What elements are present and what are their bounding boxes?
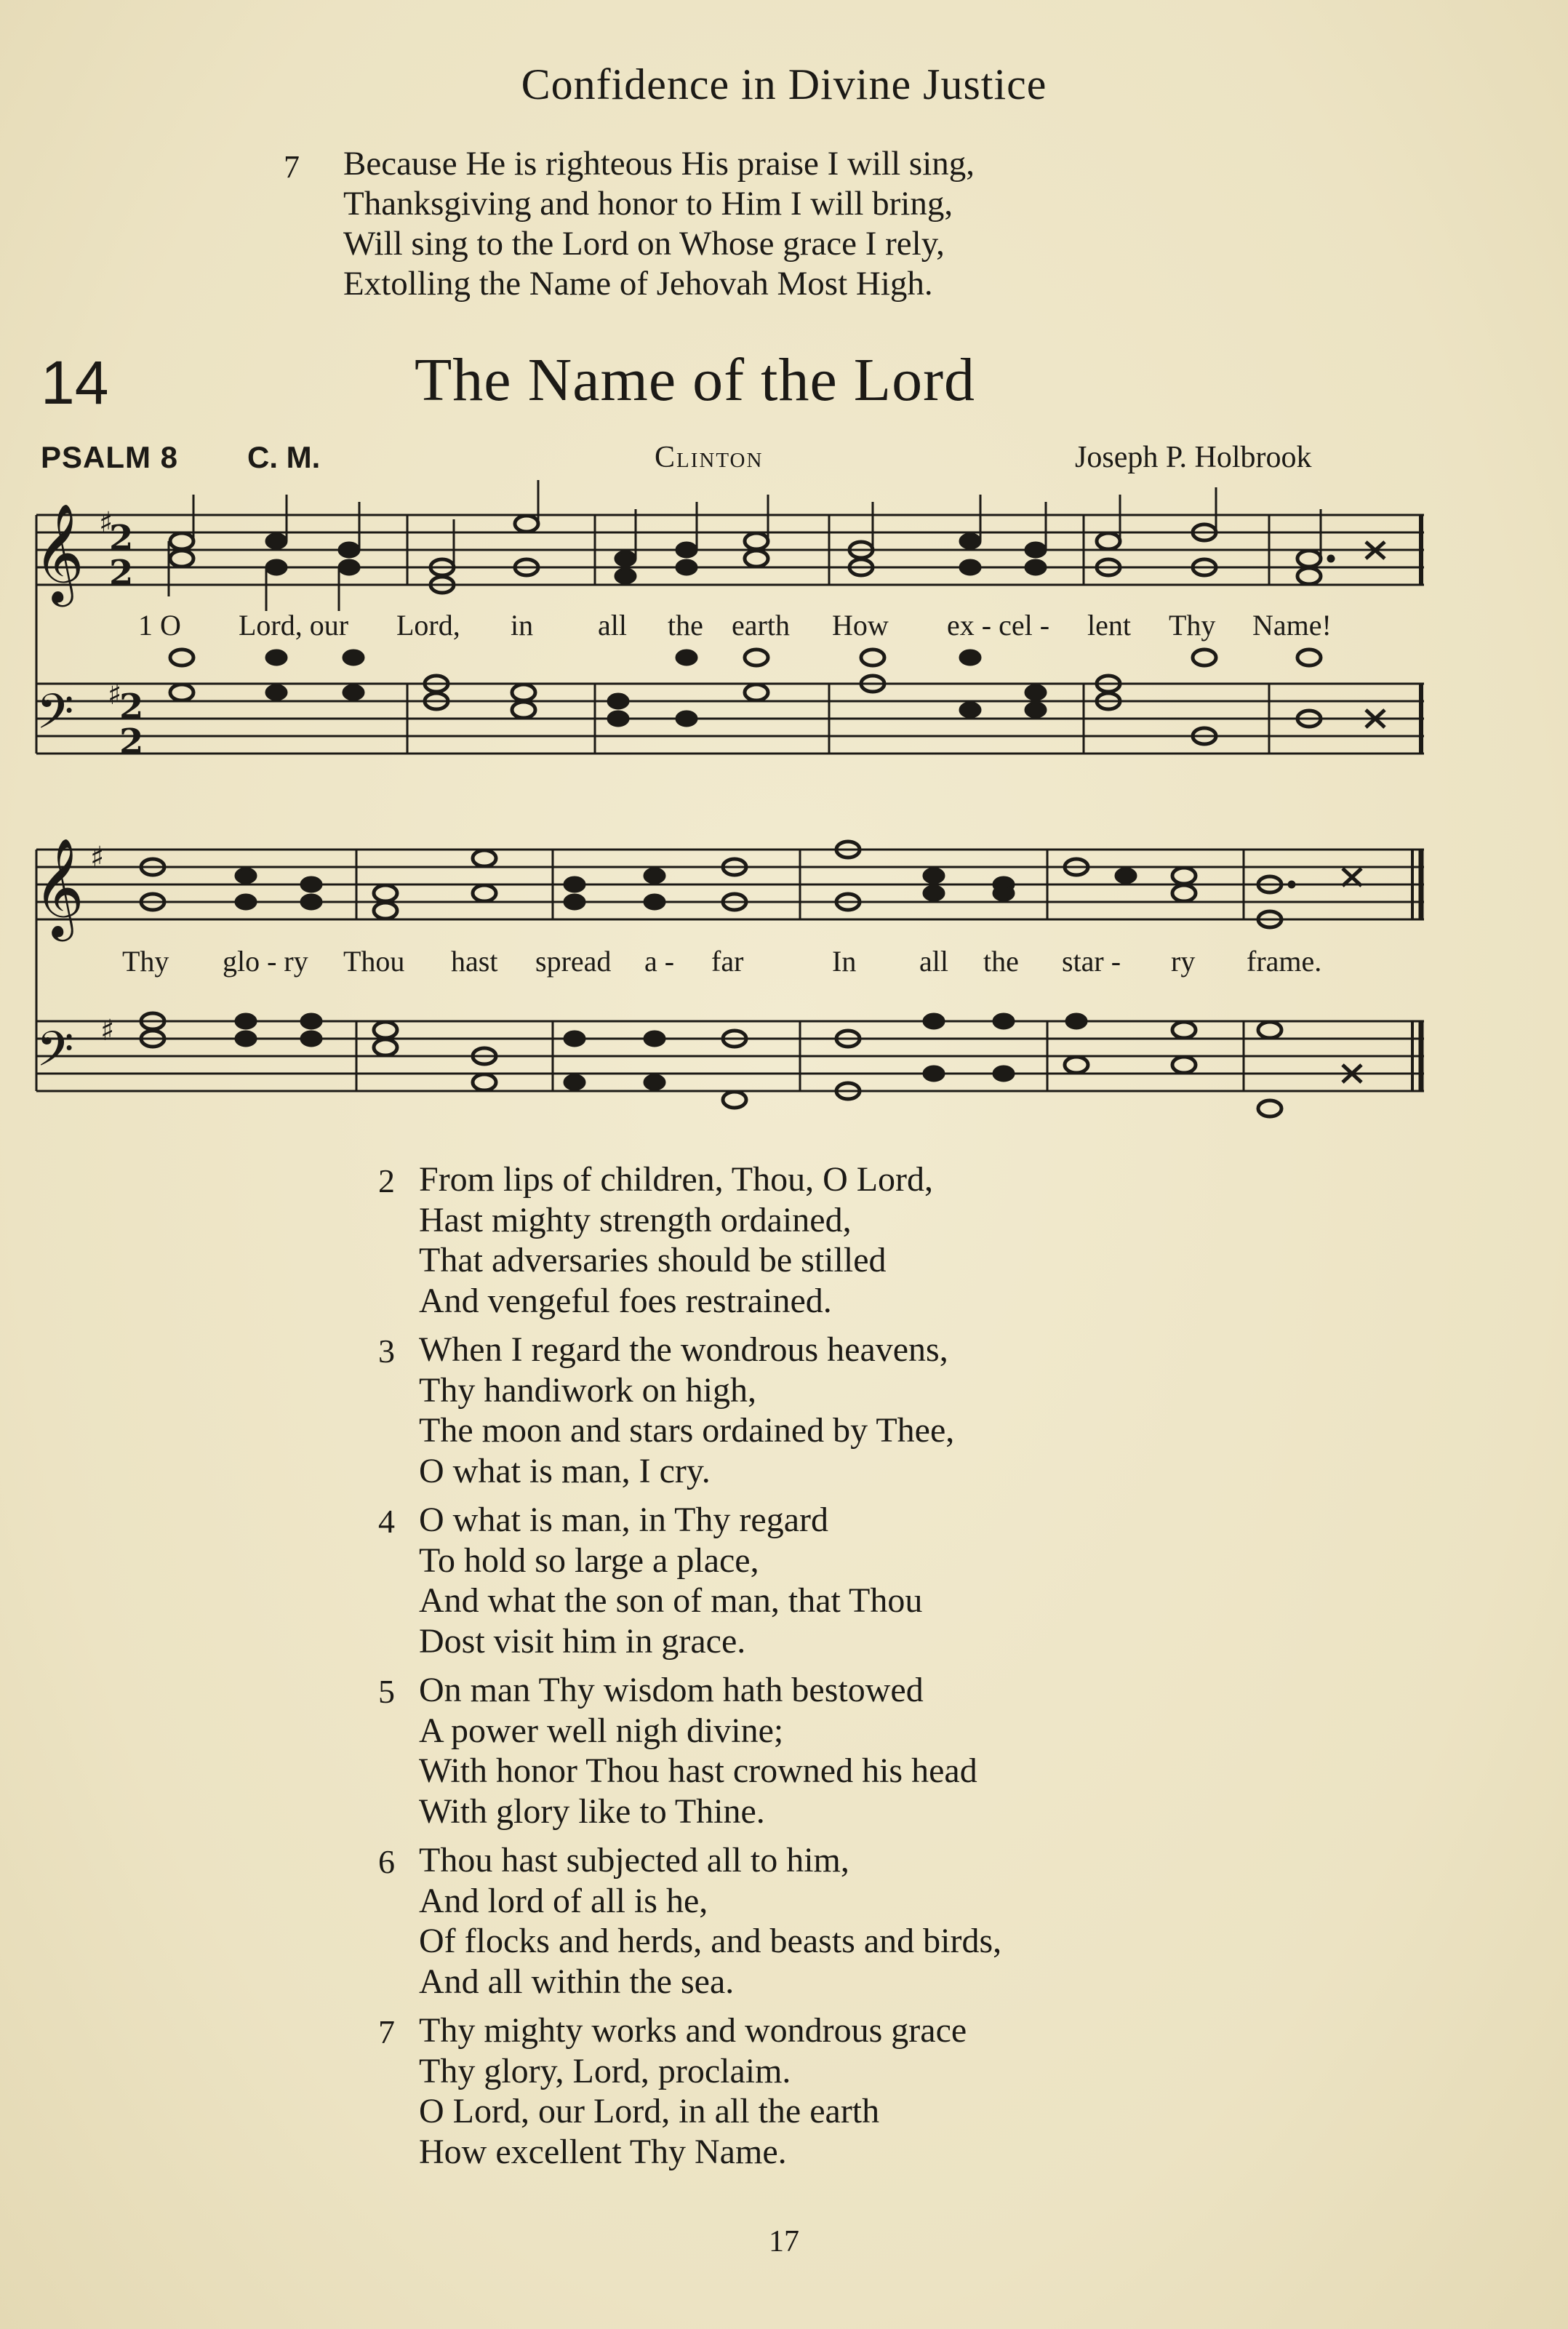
lyric-syllable: How bbox=[832, 609, 889, 642]
stanza-line: Will sing to the Lord on Whose grace I rely, bbox=[343, 225, 945, 263]
verse bbox=[378, 1840, 1001, 2002]
psalm-reference: PSALM 8 bbox=[41, 440, 179, 474]
lyric-syllable: Thy bbox=[1169, 609, 1216, 642]
tune-name: Clinton bbox=[655, 441, 764, 474]
verse-line: With glory like to Thine. bbox=[419, 1791, 765, 1831]
lyric-syllable: ry bbox=[1171, 945, 1196, 978]
sharp-icon: ♯ bbox=[108, 678, 122, 711]
sharp-icon: ♯ bbox=[99, 506, 113, 540]
hymn-title: The Name of the Lord bbox=[415, 346, 976, 414]
stanza-line: Extolling the Name of Jehovah Most High. bbox=[343, 265, 933, 303]
verse-line: And lord of all is he, bbox=[419, 1881, 708, 1920]
verse-line: Hast mighty strength ordained, bbox=[419, 1200, 852, 1239]
verse-line: Thy mighty works and wondrous grace bbox=[419, 2011, 967, 2050]
stanza-line: Because He is righteous His praise I will sing, bbox=[343, 145, 975, 183]
verse-line: When I regard the wondrous heavens, bbox=[419, 1330, 948, 1369]
verse-line: Dost visit him in grace. bbox=[419, 1621, 746, 1661]
verse-number: 7 bbox=[378, 2013, 395, 2050]
music-score bbox=[0, 0, 1568, 1164]
time-signature-top: 2 bbox=[119, 687, 144, 727]
meter: C. M. bbox=[247, 440, 321, 474]
verse-line: To hold so large a place, bbox=[419, 1541, 759, 1580]
stanza-line: Thanksgiving and honor to Him I will bring, bbox=[343, 185, 953, 223]
verse-line: Thy glory, Lord, proclaim. bbox=[419, 2051, 791, 2090]
verse-number: 5 bbox=[378, 1673, 395, 1710]
treble-clef-icon: 𝄞 bbox=[33, 836, 84, 937]
lyric-syllable: frame. bbox=[1247, 945, 1322, 978]
lyric-syllable: Lord, bbox=[396, 609, 460, 642]
previous-hymn-title: Confidence in Divine Justice bbox=[521, 60, 1047, 108]
verse-line: O what is man, I cry. bbox=[419, 1451, 711, 1490]
verse-line: On man Thy wisdom hath bestowed bbox=[419, 1671, 924, 1709]
lyric-syllable: far bbox=[711, 945, 744, 978]
verse-line: With honor Thou hast crowned his head bbox=[419, 1751, 977, 1790]
verse-line: Thy handiwork on high, bbox=[419, 1370, 756, 1410]
lyric-syllable: star - bbox=[1062, 945, 1121, 978]
verse-line: A power well nigh divine; bbox=[419, 1711, 784, 1750]
lyric-syllable: all bbox=[598, 609, 627, 642]
composer: Joseph P. Holbrook bbox=[1075, 441, 1312, 474]
verse-line: The moon and stars ordained by Thee, bbox=[419, 1411, 955, 1450]
lyric-syllable: lent bbox=[1087, 609, 1131, 642]
sharp-icon: ♯ bbox=[100, 1014, 115, 1047]
verse-number: 6 bbox=[378, 1843, 395, 1880]
lyric-syllable: hast bbox=[451, 945, 498, 978]
verse-line: And all within the sea. bbox=[419, 1962, 735, 2001]
bass-staff-1 bbox=[36, 684, 1424, 754]
verse-line: How excellent Thy Name. bbox=[419, 2132, 787, 2171]
verse-number: 3 bbox=[378, 1333, 395, 1370]
lyric-syllable: 1 O bbox=[138, 609, 181, 642]
verse bbox=[378, 1159, 1001, 1321]
lyric-syllable: in bbox=[511, 609, 534, 642]
verse bbox=[378, 1670, 1001, 1831]
bass-clef-icon: 𝄢 bbox=[36, 684, 74, 751]
verse-line: That adversaries should be stilled bbox=[419, 1241, 887, 1279]
verse bbox=[378, 2010, 1001, 2172]
lyric-syllable: ex - cel - bbox=[947, 609, 1050, 642]
verse-line: Thou hast subjected all to him, bbox=[419, 1841, 849, 1879]
verse-line: And vengeful foes restrained. bbox=[419, 1281, 832, 1320]
lyric-syllable: the bbox=[668, 609, 703, 642]
lyric-syllable: Name! bbox=[1252, 609, 1332, 642]
page-number: 17 bbox=[769, 2225, 799, 2258]
lyric-syllable: Thou bbox=[343, 945, 405, 978]
lyric-syllable: In bbox=[832, 945, 857, 978]
lyric-syllable: all bbox=[919, 945, 948, 978]
lyric-syllable: a - bbox=[644, 945, 675, 978]
lyric-syllable: Lord, our bbox=[239, 609, 349, 642]
verse-line: O what is man, in Thy regard bbox=[419, 1501, 828, 1539]
verse-number: 4 bbox=[378, 1503, 395, 1540]
verse-number: 2 bbox=[378, 1162, 395, 1199]
verses-list bbox=[378, 1159, 1001, 2181]
treble-clef-icon: 𝄞 bbox=[33, 502, 84, 602]
lyric-syllable: Thy bbox=[122, 945, 169, 978]
lyric-syllable: the bbox=[983, 945, 1019, 978]
verse bbox=[378, 1330, 1001, 1491]
hymn-number: 14 bbox=[41, 348, 109, 417]
lyric-syllable: glo - ry bbox=[223, 945, 308, 978]
verse-line: From lips of children, Thou, O Lord, bbox=[419, 1160, 934, 1199]
verse-line: And what the son of man, that Thou bbox=[419, 1581, 923, 1620]
verse-line: Of flocks and herds, and beasts and birds, bbox=[419, 1922, 1002, 1960]
lyric-syllable: earth bbox=[732, 609, 790, 642]
stanza-number: 7 bbox=[284, 149, 300, 185]
time-signature-bottom: 2 bbox=[109, 553, 134, 594]
sharp-icon: ♯ bbox=[90, 841, 105, 874]
time-signature-bottom: 2 bbox=[119, 722, 144, 762]
lyric-syllable: spread bbox=[535, 945, 612, 978]
bass-clef-icon: 𝄢 bbox=[36, 1021, 74, 1089]
verse bbox=[378, 1500, 1001, 1661]
verse-line: O Lord, our Lord, in all the earth bbox=[419, 2092, 880, 2130]
time-signature-top: 2 bbox=[109, 518, 134, 559]
